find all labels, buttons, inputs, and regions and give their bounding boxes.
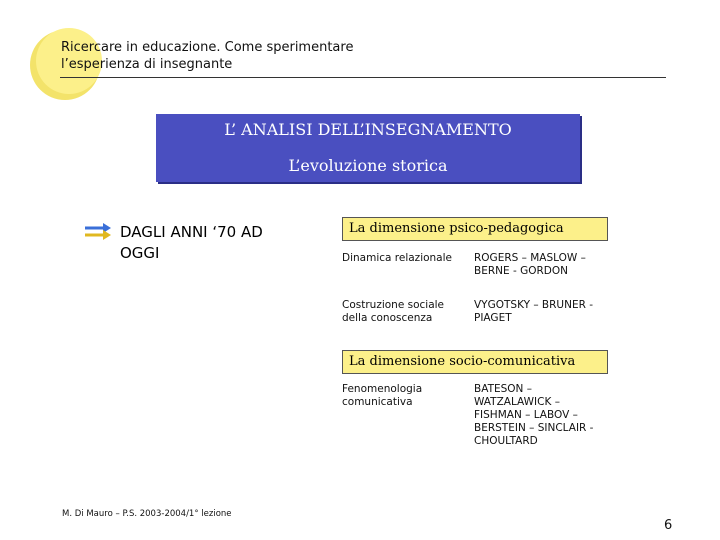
header-title-line1: Ricercare in educazione. Come sperimentare bbox=[61, 40, 354, 55]
topic-dinamica-relazionale bbox=[342, 252, 452, 265]
topic-line: Fenomenologia bbox=[342, 383, 423, 395]
topic-line: Costruzione sociale bbox=[342, 299, 445, 311]
topic-costruzione-sociale bbox=[342, 299, 444, 325]
header-title bbox=[61, 39, 353, 73]
authors-fenomenologia-comunicativa bbox=[474, 383, 593, 448]
author-line: CHOULTARD bbox=[474, 435, 538, 447]
authors-dinamica-relazionale bbox=[474, 252, 586, 278]
period-label bbox=[120, 222, 310, 264]
section-heading-socio-comunicativa: La dimensione socio-comunicativa bbox=[342, 350, 608, 374]
topic-line: comunicativa bbox=[342, 396, 413, 408]
period-line2: OGGI bbox=[120, 244, 160, 262]
header-title-line2: l’esperienza di insegnante bbox=[61, 57, 233, 72]
author-line: VYGOTSKY – BRUNER - bbox=[474, 299, 594, 311]
header-divider bbox=[60, 77, 666, 78]
author-line: ROGERS – MASLOW – bbox=[474, 252, 586, 264]
title-box bbox=[156, 114, 580, 182]
authors-costruzione-sociale bbox=[474, 299, 593, 325]
topic-fenomenologia-comunicativa bbox=[342, 383, 422, 409]
topic-line: della conoscenza bbox=[342, 312, 433, 324]
author-line: BERNE - GORDON bbox=[474, 265, 568, 277]
footer-credit: M. Di Mauro – P.S. 2003-2004/1° lezione bbox=[62, 509, 232, 519]
page-number: 6 bbox=[664, 518, 673, 533]
double-arrow-right-icon bbox=[84, 222, 112, 242]
author-line: WATZALAWICK – bbox=[474, 396, 560, 408]
period-line1: DAGLI ANNI ‘70 AD bbox=[120, 223, 263, 241]
author-line: BERSTEIN – SINCLAIR - bbox=[474, 422, 594, 434]
topic-line: Dinamica relazionale bbox=[342, 252, 452, 264]
slide-subtitle: L’evoluzione storica bbox=[288, 156, 448, 175]
author-line: BATESON – bbox=[474, 383, 532, 395]
author-line: PIAGET bbox=[474, 312, 512, 324]
author-line: FISHMAN – LABOV – bbox=[474, 409, 578, 421]
section-heading-psico-pedagogica: La dimensione psico-pedagogica bbox=[342, 217, 608, 241]
slide-title: L’ ANALISI DELL’INSEGNAMENTO bbox=[224, 120, 512, 139]
